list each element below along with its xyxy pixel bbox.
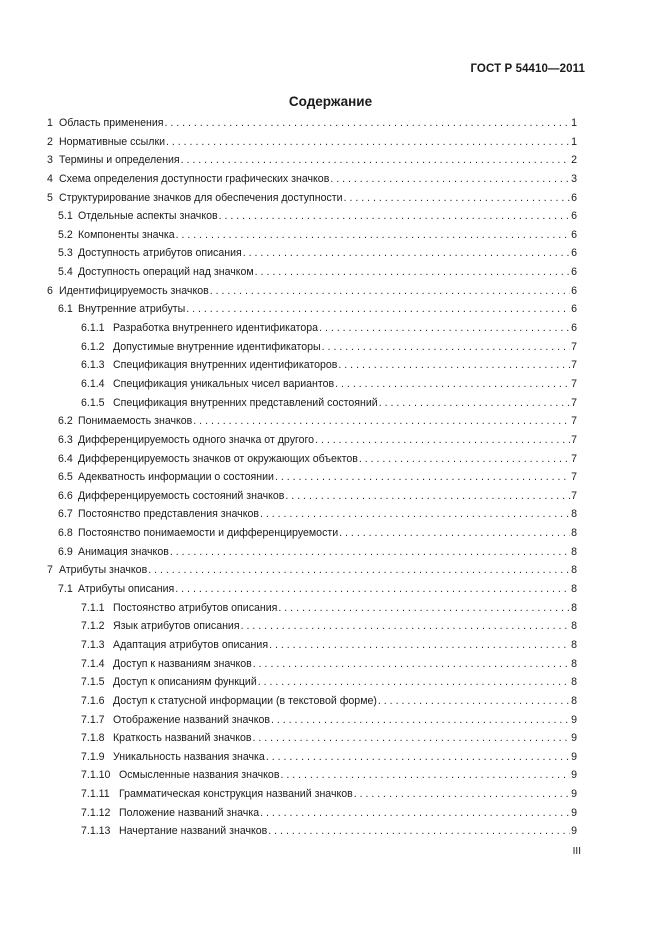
toc-entry[interactable] — [47, 189, 577, 208]
toc-leader-dots — [219, 207, 570, 226]
toc-entry-title: Отображение названий значков — [113, 713, 270, 726]
toc-entry-page: 8 — [571, 676, 577, 689]
toc-entry-number: 5 — [47, 191, 53, 204]
toc-entry-title: Доступ к описаниям функций — [113, 676, 257, 689]
toc-entry-page: 6 — [571, 228, 577, 241]
toc-leader-dots — [315, 431, 570, 450]
toc-entry-page: 8 — [571, 601, 577, 614]
toc-leader-dots — [330, 170, 570, 189]
toc-leader-dots — [176, 226, 570, 245]
toc-entry-title: Доступность операций над значком — [78, 266, 254, 279]
toc-entry-page: 9 — [571, 713, 577, 726]
toc-entry-number: 6.6 — [58, 489, 73, 502]
toc-leader-dots — [280, 766, 570, 785]
toc-entry-number: 6.9 — [58, 545, 73, 558]
toc-entry[interactable] — [47, 748, 577, 767]
toc-entry-page: 7 — [571, 396, 577, 409]
toc-leader-dots — [278, 599, 570, 618]
toc-entry[interactable] — [47, 524, 577, 543]
toc-entry-title: Нормативные ссылки — [59, 135, 166, 148]
toc-entry-page: 8 — [571, 638, 577, 651]
toc-entry-page: 9 — [571, 750, 577, 763]
toc-leader-dots — [339, 524, 570, 543]
toc-entry-title: Осмысленные названия значков — [119, 769, 280, 782]
toc-leader-dots — [243, 244, 570, 263]
toc-entry-page: 7 — [571, 471, 577, 484]
toc-entry[interactable] — [47, 151, 577, 170]
toc-entry-title: Отдельные аспекты значков — [78, 210, 218, 223]
toc-entry-number: 6.4 — [58, 452, 73, 465]
toc-entry-page: 9 — [571, 788, 577, 801]
toc-entry[interactable] — [47, 468, 577, 487]
toc-entry-number: 7.1.9 — [81, 750, 105, 763]
toc-entry-page: 9 — [571, 732, 577, 745]
toc-entry-title: Доступ к статусной информации (в текстовой форме) — [113, 694, 377, 707]
toc-entry-page: 9 — [571, 825, 577, 838]
toc-leader-dots — [359, 450, 570, 469]
toc-entry-title: Положение названий значка — [119, 806, 260, 819]
toc-entry-number: 2 — [47, 135, 53, 148]
toc-entry-page: 8 — [571, 564, 577, 577]
toc-entry-page: 6 — [571, 266, 577, 279]
toc-entry-title: Доступность атрибутов описания — [78, 247, 242, 260]
toc-entry-title: Грамматическая конструкция названий значков — [119, 788, 353, 801]
toc-entry[interactable] — [47, 207, 577, 226]
toc-entry-title: Понимаемость значков — [78, 415, 193, 428]
toc-entry-title: Начертание названий значков — [119, 825, 268, 838]
toc-entry-number: 5.3 — [58, 247, 73, 260]
toc-entry[interactable] — [47, 282, 577, 301]
toc-entry-title: Термины и определения — [59, 154, 180, 167]
toc-entry-number: 7.1 — [58, 583, 73, 596]
toc-entry[interactable] — [47, 133, 577, 152]
toc-entry-title: Разработка внутреннего идентификатора — [113, 322, 319, 335]
toc-leader-dots — [322, 338, 570, 357]
toc-entry-number: 6.1 — [58, 303, 73, 316]
toc-leader-dots — [271, 711, 570, 730]
toc-entry[interactable] — [47, 114, 577, 133]
toc-entry-number: 4 — [47, 172, 53, 185]
toc-entry-number: 7.1.10 — [81, 769, 111, 782]
toc-entry-title: Анимация значков — [78, 545, 169, 558]
toc-entry[interactable] — [47, 356, 577, 375]
toc-entry[interactable] — [47, 673, 577, 692]
toc-leader-dots — [170, 543, 570, 562]
toc-entry[interactable] — [47, 766, 577, 785]
toc-entry-number: 7.1.12 — [81, 806, 111, 819]
toc-entry-number: 7.1.11 — [81, 788, 110, 801]
toc-entry-title: Допустимые внутренние идентификаторы — [113, 340, 321, 353]
toc-entry[interactable] — [47, 300, 577, 319]
toc-entry-page: 1 — [571, 135, 577, 148]
toc-entry[interactable] — [47, 487, 577, 506]
toc-leader-dots — [164, 114, 570, 133]
toc-entry-number: 7.1.4 — [81, 657, 105, 670]
toc-entry-title: Атрибуты описания — [78, 583, 175, 596]
toc-entry-title: Дифференцируемость значков от окружающих объектов — [78, 452, 358, 465]
toc-entry-page: 7 — [571, 489, 577, 502]
toc-entry[interactable] — [47, 375, 577, 394]
toc-entry-page: 8 — [571, 545, 577, 558]
toc-leader-dots — [241, 617, 571, 636]
toc-entry[interactable] — [47, 617, 577, 636]
toc-entry-number: 6.1.4 — [81, 377, 105, 390]
toc-entry-number: 5.2 — [58, 228, 73, 241]
toc-leader-dots — [210, 282, 570, 301]
toc-entry-title: Уникальность названия значка — [113, 750, 265, 763]
toc-entry-number: 6.1.3 — [81, 359, 105, 372]
toc-entry-page: 6 — [571, 191, 577, 204]
toc-entry[interactable] — [47, 655, 577, 674]
toc-entry-number: 6.7 — [58, 508, 73, 521]
toc-leader-dots — [166, 133, 570, 152]
toc-entry-page: 2 — [571, 154, 577, 167]
toc-entry-number: 7.1.5 — [81, 676, 105, 689]
toc-entry-page: 6 — [571, 247, 577, 260]
toc-entry-page: 8 — [571, 583, 577, 596]
toc-entry[interactable] — [47, 338, 577, 357]
toc-entry-page: 6 — [571, 210, 577, 223]
toc-entry[interactable] — [47, 599, 577, 618]
toc-entry[interactable] — [47, 319, 577, 338]
toc-entry-page: 8 — [571, 657, 577, 670]
toc-entry-title: Область применения — [59, 117, 164, 129]
toc-entry-title: Структурирование значков для обеспечения доступности — [59, 191, 343, 204]
toc-leader-dots — [255, 263, 570, 282]
toc-entry-number: 6.3 — [58, 433, 73, 446]
toc-entry-title: Схема определения доступности графических значков — [59, 172, 330, 185]
toc-leader-dots — [181, 151, 570, 170]
toc-entry-title: Спецификация внутренних идентификаторов — [113, 359, 338, 372]
toc-leader-dots — [335, 375, 570, 394]
toc-entry-number: 7.1.3 — [81, 638, 105, 651]
toc-entry-page: 6 — [571, 322, 577, 335]
toc-entry-title: Постоянство понимаемости и дифференцируемости — [78, 527, 339, 540]
toc-entry[interactable] — [47, 226, 577, 245]
toc-entry-title: Компоненты значка — [78, 228, 175, 241]
toc-entry-title: Внутренние атрибуты — [78, 303, 186, 316]
toc-entry[interactable] — [47, 543, 577, 562]
toc-entry[interactable] — [47, 394, 577, 413]
toc-entry-page: 8 — [571, 508, 577, 521]
toc-entry-title: Дифференцируемость состояний значков — [78, 489, 285, 502]
toc-entry-page: 7 — [571, 433, 577, 446]
toc-entry-page: 8 — [571, 694, 577, 707]
toc-leader-dots — [285, 487, 570, 506]
document-id: ГОСТ Р 54410—2011 — [470, 63, 585, 75]
toc-title: Содержание — [288, 94, 373, 109]
toc-entry-title: Язык атрибутов описания — [113, 620, 240, 633]
toc-entry-page: 9 — [571, 806, 577, 819]
toc-leader-dots — [258, 673, 570, 692]
toc-entry-title: Спецификация внутренних представлений состояний — [113, 396, 378, 409]
toc-leader-dots — [260, 804, 570, 823]
toc-entry-title: Адаптация атрибутов описания — [113, 638, 269, 651]
toc-leader-dots — [378, 692, 570, 711]
toc-leader-dots — [175, 580, 570, 599]
toc-leader-dots — [253, 655, 570, 674]
toc-entry-number: 7.1.6 — [81, 694, 105, 707]
toc-entry-title: Постоянство представления значков — [78, 508, 259, 521]
toc-leader-dots — [344, 189, 571, 208]
toc-entry-title: Идентифицируемость значков — [59, 284, 209, 297]
toc-entry-number: 7.1.8 — [81, 732, 105, 745]
toc-entry-title: Дифференцируемость одного значка от другого — [78, 433, 315, 446]
toc-entry-number: 7.1.1 — [81, 601, 105, 614]
toc-entry-number: 5.1 — [58, 210, 73, 223]
toc-entry[interactable] — [47, 580, 577, 599]
toc-leader-dots — [253, 729, 571, 748]
toc-entry-title: Постоянство атрибутов описания — [113, 601, 278, 614]
toc-entry-title: Адекватность информации о состоянии — [78, 471, 274, 484]
toc-entry[interactable] — [47, 263, 577, 282]
toc-entry-page: 7 — [571, 340, 577, 353]
toc-leader-dots — [268, 822, 570, 841]
toc-entry-number: 6.1.1 — [81, 322, 105, 335]
toc-entry-title: Спецификация уникальных чисел вариантов — [113, 377, 335, 390]
toc-entry-page: 7 — [571, 377, 577, 390]
page-number: III — [572, 846, 581, 857]
toc-entry[interactable] — [47, 431, 577, 450]
toc-leader-dots — [338, 356, 570, 375]
toc-entry-number: 3 — [47, 154, 53, 167]
toc-entry-page: 7 — [571, 359, 577, 372]
toc-leader-dots — [319, 319, 570, 338]
toc-entry-page: 1 — [571, 117, 577, 129]
toc-leader-dots — [186, 300, 570, 319]
toc-entry-number: 6 — [47, 284, 53, 297]
toc-entry-page: 9 — [571, 769, 577, 782]
toc-entry-number: 6.5 — [58, 471, 73, 484]
toc-entry[interactable] — [47, 170, 577, 189]
toc-entry-number: 6.2 — [58, 415, 73, 428]
toc-entry[interactable] — [47, 505, 577, 524]
toc-entry-number: 6.1.2 — [81, 340, 105, 353]
toc-entry[interactable] — [47, 412, 577, 431]
toc-entry-number: 5.4 — [58, 266, 73, 279]
toc-entry-number: 6.8 — [58, 527, 73, 540]
toc-entry-page: 3 — [571, 172, 577, 185]
toc-entry-number: 7.1.2 — [81, 620, 105, 633]
toc-entry-page: 7 — [571, 452, 577, 465]
toc-leader-dots — [266, 748, 570, 767]
toc-leader-dots — [354, 785, 570, 804]
toc-leader-dots — [193, 412, 570, 431]
toc-leader-dots — [275, 468, 570, 487]
toc-entry-page: 8 — [571, 620, 577, 633]
toc-entry-title: Краткость названий значков — [113, 732, 252, 745]
toc-leader-dots — [269, 636, 570, 655]
toc-entry-number: 7.1.7 — [81, 713, 105, 726]
toc-entry[interactable] — [47, 244, 577, 263]
toc-entry-number: 1 — [47, 117, 53, 129]
toc-entry-number: 7 — [47, 564, 53, 577]
toc-entry[interactable] — [47, 729, 577, 748]
toc-leader-dots — [260, 505, 570, 524]
toc-entry-title: Доступ к названиям значков — [113, 657, 252, 670]
toc-entry[interactable] — [47, 450, 577, 469]
toc-entry[interactable] — [47, 636, 577, 655]
toc-entry[interactable] — [47, 804, 577, 823]
toc-entry[interactable] — [47, 822, 577, 841]
toc-entry[interactable] — [47, 561, 577, 580]
toc-entry[interactable] — [47, 692, 577, 711]
toc-entry-page: 7 — [571, 415, 577, 428]
toc-leader-dots — [148, 561, 570, 580]
toc-entry-number: 7.1.13 — [81, 825, 111, 838]
toc-entry-page: 6 — [571, 303, 577, 316]
toc-entry[interactable] — [47, 711, 577, 730]
toc-entry-page: 6 — [571, 284, 577, 297]
toc-leader-dots — [379, 394, 570, 413]
toc-entry[interactable] — [47, 785, 577, 804]
toc-entry-title: Атрибуты значков — [59, 564, 148, 577]
toc-entry-number: 6.1.5 — [81, 396, 105, 409]
table-of-contents — [47, 114, 577, 841]
toc-entry-page: 8 — [571, 527, 577, 540]
